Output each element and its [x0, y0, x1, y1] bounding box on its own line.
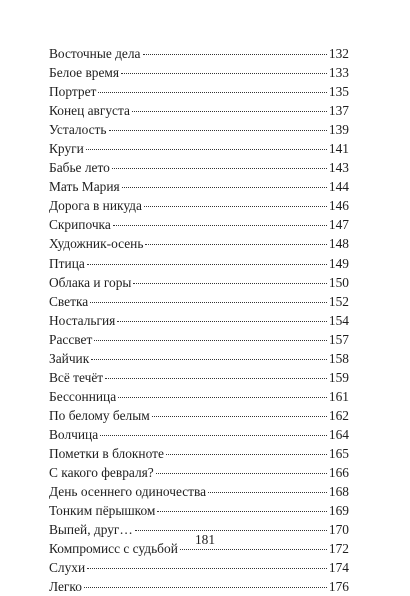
dot-leader — [122, 187, 327, 188]
toc-entry — [49, 292, 349, 311]
dot-leader — [166, 454, 327, 455]
toc-entry-page: 164 — [328, 426, 349, 442]
dot-leader — [86, 149, 327, 150]
toc-entry-title: Тонким пёрышком — [49, 503, 156, 519]
toc-entry-title: Всё течёт — [49, 369, 104, 385]
toc-entry — [49, 234, 349, 253]
toc-entry-title: Светка — [49, 293, 89, 309]
toc-entry-page: 165 — [328, 445, 349, 461]
toc-entry — [49, 349, 349, 368]
dot-leader — [113, 225, 327, 226]
toc-entry — [49, 63, 349, 82]
dot-leader — [156, 473, 327, 474]
dot-leader — [87, 264, 327, 265]
toc-entry-page: 157 — [328, 331, 349, 347]
toc-entry — [49, 463, 349, 482]
dot-leader — [91, 359, 327, 360]
toc-entry-title: Птица — [49, 255, 85, 271]
toc-entry-title: Скрипочка — [49, 217, 111, 233]
toc-entry-title: Белое время — [49, 65, 120, 81]
dot-leader — [121, 73, 327, 74]
toc-entry-title: Бабье лето — [49, 160, 110, 176]
toc-entry — [49, 444, 349, 463]
toc-entry-page: 143 — [328, 160, 349, 176]
toc-entry-page: 170 — [328, 522, 349, 538]
dot-leader — [133, 283, 326, 284]
dot-leader — [152, 416, 327, 417]
toc-entry-title: Конец августа — [49, 103, 130, 119]
toc-entry-title: Ностальгия — [49, 312, 116, 328]
toc-entry-title: Пометки в блокноте — [49, 445, 164, 461]
toc-entry-title: Слухи — [49, 560, 86, 576]
toc-entry-title: По белому белым — [49, 407, 150, 423]
toc-entry-title: День осеннего одиночества — [49, 484, 207, 500]
dot-leader — [90, 302, 327, 303]
toc-entry-title: Легко — [49, 579, 82, 595]
toc-entry-title: Мать Мария — [49, 179, 120, 195]
toc-entry-page: 141 — [328, 141, 349, 157]
dot-leader — [100, 435, 327, 436]
toc-entry-page: 158 — [328, 350, 349, 366]
toc-entry — [49, 196, 349, 215]
dot-leader — [94, 340, 327, 341]
toc-entry — [49, 177, 349, 196]
toc-entry — [49, 254, 349, 273]
toc-entry-page: 137 — [328, 103, 349, 119]
toc-entry-page: 172 — [328, 541, 349, 557]
dot-leader — [157, 511, 327, 512]
toc-entry-page: 133 — [328, 65, 349, 81]
toc-entry-page: 169 — [328, 503, 349, 519]
toc-entry — [49, 215, 349, 234]
toc-entry — [49, 368, 349, 387]
table-of-contents — [49, 44, 349, 596]
toc-entry-title: Усталость — [49, 122, 107, 138]
toc-entry-page: 176 — [328, 579, 349, 595]
dot-leader — [180, 549, 327, 550]
toc-entry-title: С какого февраля? — [49, 465, 154, 481]
toc-entry — [49, 82, 349, 101]
dot-leader — [105, 378, 327, 379]
toc-entry-page: 174 — [328, 560, 349, 576]
toc-entry-page: 144 — [328, 179, 349, 195]
toc-entry-title: Портрет — [49, 84, 97, 100]
toc-entry-page: 166 — [328, 465, 349, 481]
toc-entry-title: Облака и горы — [49, 274, 132, 290]
dot-leader — [117, 321, 327, 322]
dot-leader — [208, 492, 327, 493]
toc-entry-page: 147 — [328, 217, 349, 233]
toc-entry-page: 139 — [328, 122, 349, 138]
toc-entry — [49, 387, 349, 406]
toc-entry — [49, 44, 349, 63]
toc-entry — [49, 577, 349, 596]
toc-entry — [49, 406, 349, 425]
toc-entry-page: 132 — [328, 46, 349, 61]
toc-entry — [49, 482, 349, 501]
toc-entry-title: Круги — [49, 141, 84, 157]
toc-entry-page: 148 — [328, 236, 349, 252]
toc-entry — [49, 120, 349, 139]
dot-leader — [118, 397, 327, 398]
toc-entry-page: 146 — [328, 198, 349, 214]
toc-entry-page: 168 — [328, 484, 349, 500]
dot-leader — [144, 206, 327, 207]
toc-entry-page: 154 — [328, 312, 349, 328]
toc-entry-title: Художник-осень — [49, 236, 144, 252]
page-number: 181 — [194, 532, 216, 547]
toc-entry-title: Дорога в никуда — [49, 198, 142, 214]
toc-entry-title: Выпей, друг… — [49, 522, 133, 538]
toc-entry-page: 159 — [328, 369, 349, 385]
toc-entry — [49, 158, 349, 177]
toc-entry — [49, 311, 349, 330]
toc-entry — [49, 139, 349, 158]
toc-entry — [49, 273, 349, 292]
toc-entry-page: 161 — [328, 388, 349, 404]
toc-entry-page: 150 — [328, 274, 349, 290]
dot-leader — [109, 130, 327, 131]
toc-entry — [49, 101, 349, 120]
toc-entry-title: Рассвет — [49, 331, 93, 347]
toc-entry-title: Волчица — [49, 426, 99, 442]
toc-entry-title: Бессонница — [49, 388, 117, 404]
toc-entry-page: 149 — [328, 255, 349, 271]
dot-leader — [112, 168, 327, 169]
toc-entry-title: Зайчик — [49, 350, 90, 366]
dot-leader — [84, 587, 327, 588]
toc-entry-title: Компромисс с судьбой — [49, 541, 178, 557]
dot-leader — [98, 92, 327, 93]
toc-entry — [49, 330, 349, 349]
dot-leader — [132, 111, 327, 112]
toc-entry-page: 152 — [328, 293, 349, 309]
toc-entry — [49, 425, 349, 444]
dot-leader — [143, 54, 327, 55]
toc-entry — [49, 501, 349, 520]
dot-leader — [145, 244, 326, 245]
toc-entry-page: 162 — [328, 407, 349, 423]
toc-entry-title: Восточные дела — [49, 46, 141, 61]
dot-leader — [87, 568, 327, 569]
toc-entry-page: 135 — [328, 84, 349, 100]
toc-entry — [49, 558, 349, 577]
